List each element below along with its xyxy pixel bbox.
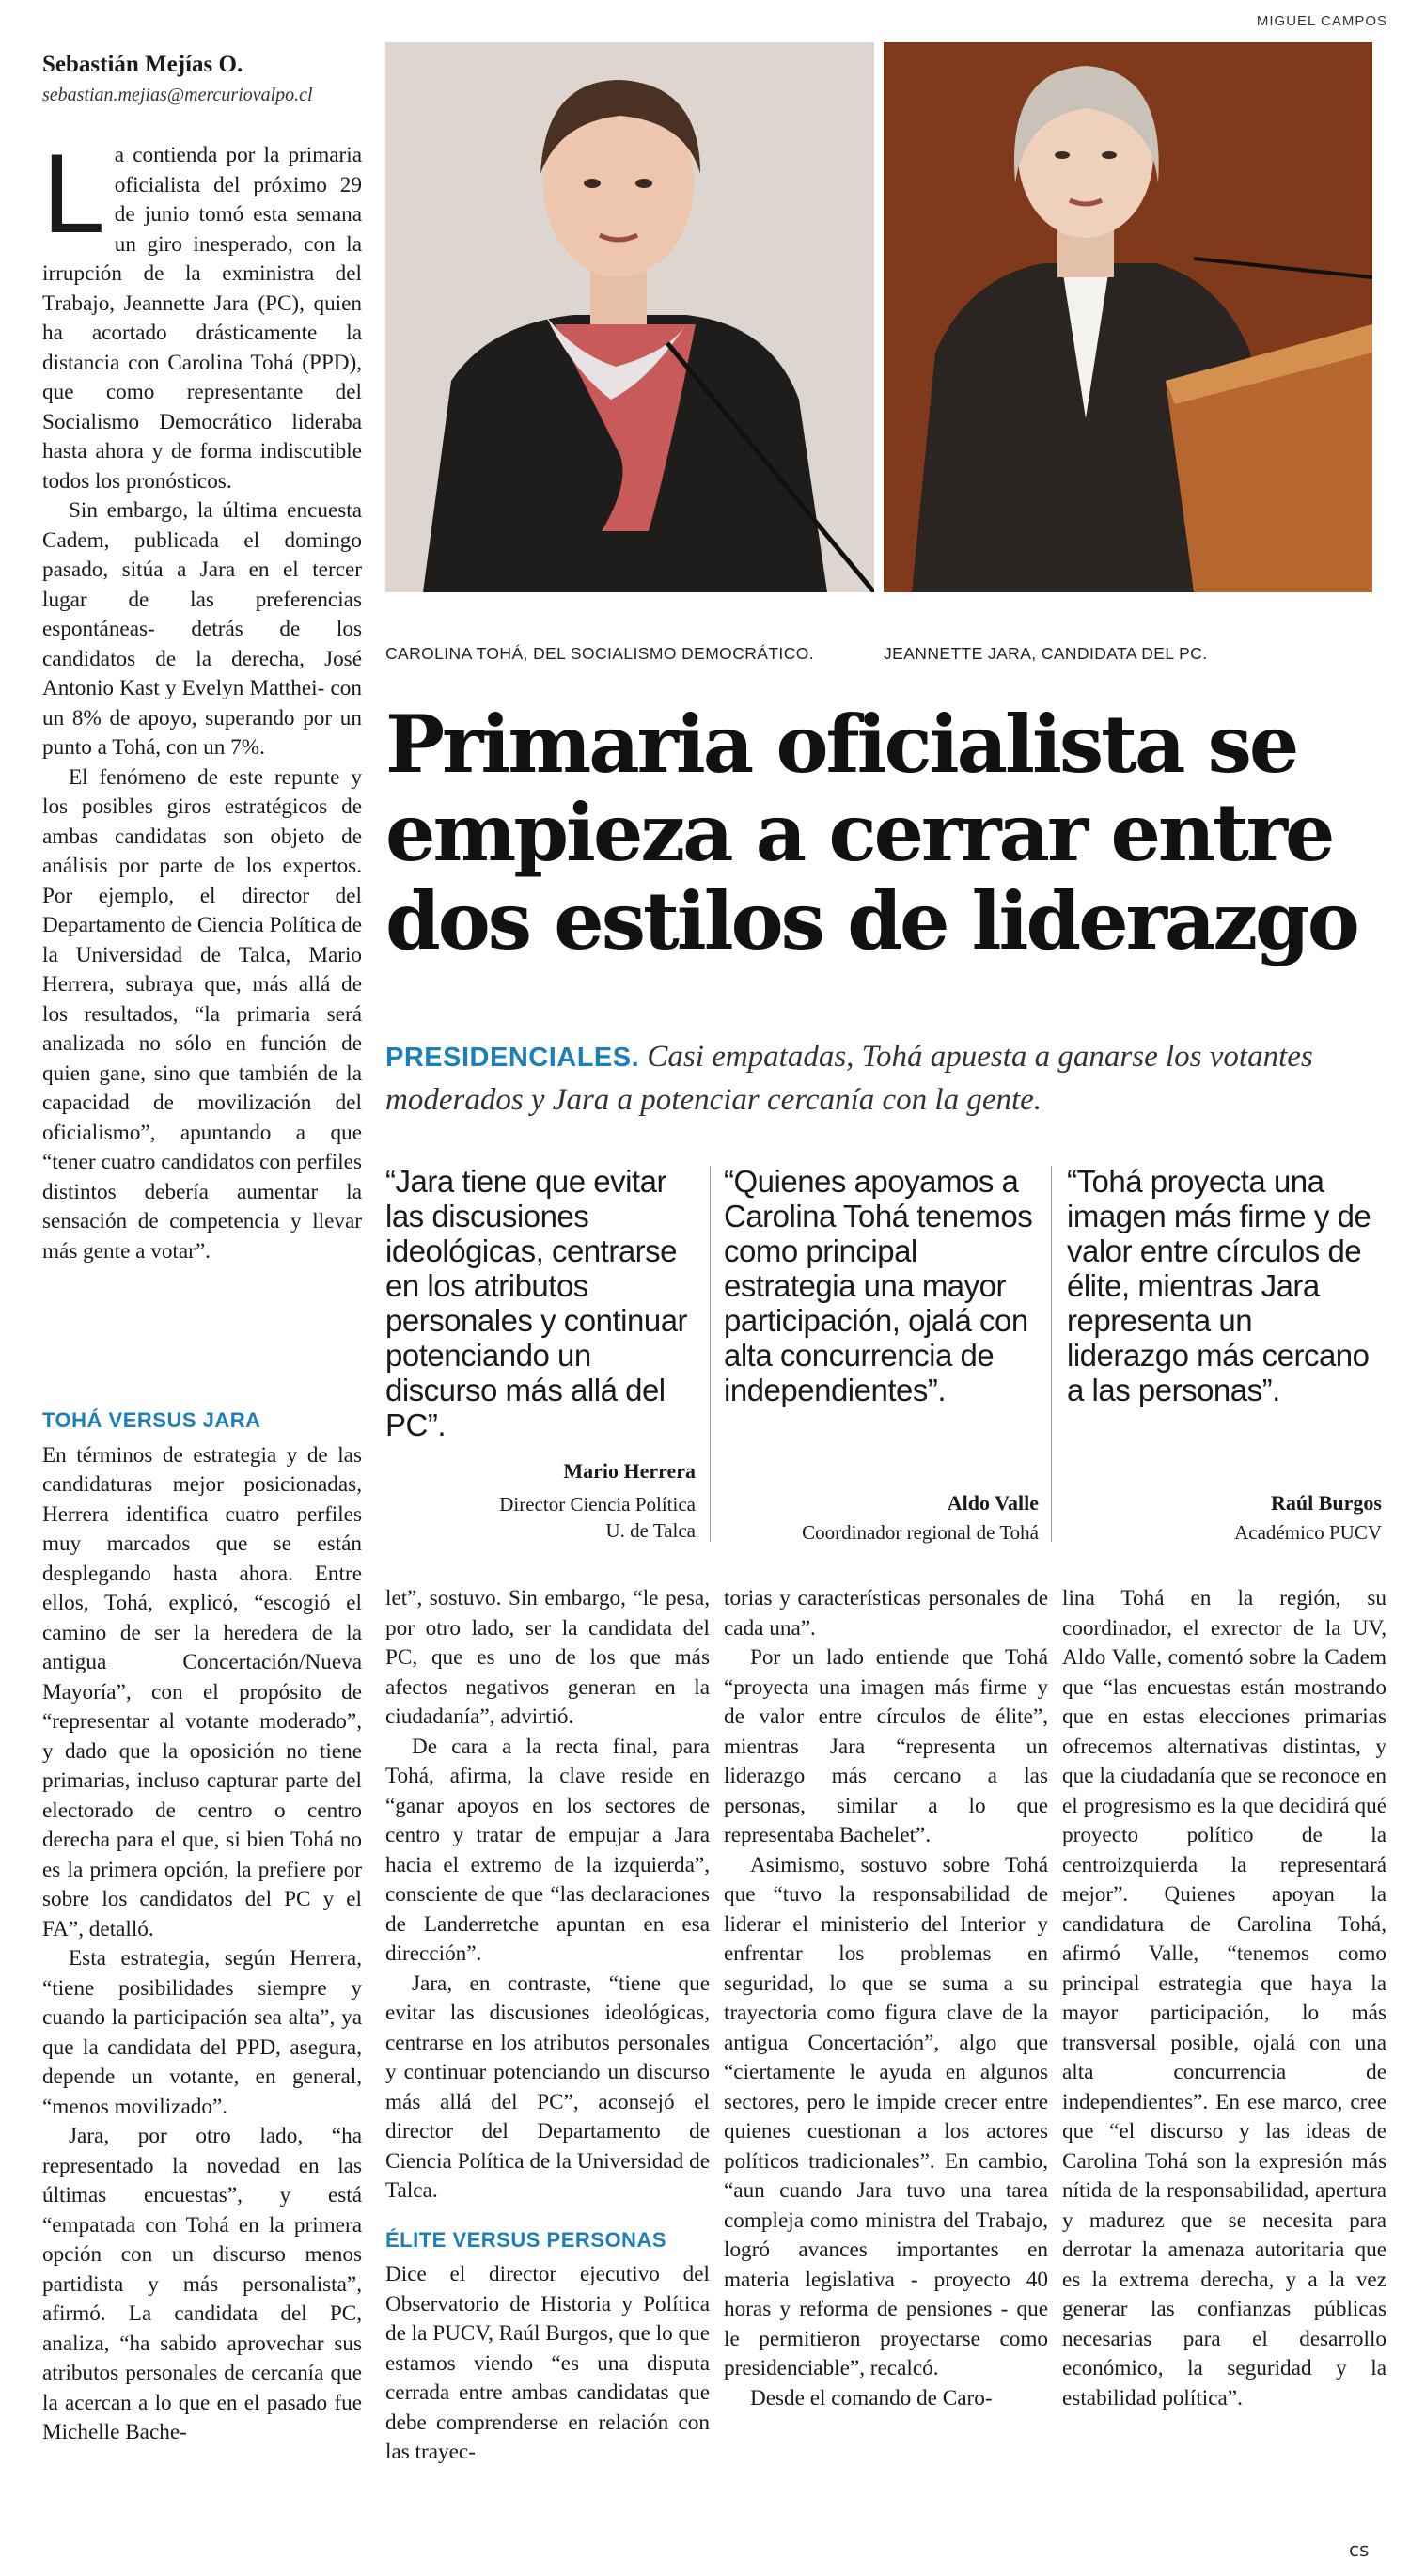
- body-column-1: [42, 131, 362, 1266]
- headline-line: dos estilos de liderazgo: [385, 874, 1357, 967]
- lead-text: Casi empatadas, Tohá apuesta a ganarse los votantes moderados y Jara a potenciar cercanía con la gente.: [385, 1040, 1313, 1117]
- pull-quote-herrera: “Jara tiene que evitar las discusiones ideológicas, centrarse en los atributos personales y continuar potenciando un discurso más allá del PC”.: [385, 1164, 688, 1442]
- quote-author-affiliation: U. de Talca: [605, 1519, 696, 1542]
- lead-summary: [385, 1036, 1382, 1122]
- body-paragraph: En términos de estrategia y de las candidaturas mejor posicionadas, Herrera identifica cuatro perfiles muy marcados que se están desplegando hasta ahora. Entre ellos, Tohá, explicó, “escogió el camino de ser la heredera de la antigua Concertación/Nueva Mayoría”, con el propósito de “representar al votante moderado”, y dado que la oposición no tiene primarias, incluso capturar parte del electorado de centro o centro derecha para el que, si bien Tohá no es la primera opción, la prefiere por sobre los candidatos del PC y el FA”, detalló.: [42, 1442, 362, 1941]
- body-column-5: [1062, 1584, 1386, 2413]
- photo-caption-right: JEANNETTE JARA, CANDIDATA DEL PC.: [884, 644, 1208, 663]
- body-paragraph: let”, sostuvo. Sin embargo, “le pesa, por otro lado, ser la candidata del PC, que es uno de los que más afectos negativos generan en la ciudadanía”, advirtió.: [385, 1586, 710, 1729]
- quote-author-role: Coordinador regional de Tohá: [802, 1521, 1039, 1544]
- body-paragraph: Desde el comando de Caro-: [750, 2385, 993, 2411]
- subhead-elite-versus-personas: ÉLITE VERSUS PERSONAS: [385, 2227, 667, 2252]
- body-paragraph: Jara, por otro lado, “ha representado la novedad en las últimas encuestas”, y está “empatada con Tohá en la primera opción con un discurso menos partidista y más personalista”, afirmó. La candidata del PC, analiza, “ha sabido aprovechar sus atributos personales de cercanía que la acercan a lo que en el pasado fue Michelle Bache-: [42, 2124, 362, 2444]
- author-email[interactable]: sebastian.mejias@mercuriovalpo.cl: [42, 85, 313, 105]
- body-paragraph: Sin embargo, la última encuesta Cadem, publicada el domingo pasado, sitúa a Jara en el tercer lugar de las preferencias espontáneas- detrás de los candidatos de la derecha, José Antonio Kast y Evelyn Matthei- con un 8% de apoyo, superando por un punto a Tohá, con un 7%.: [42, 498, 362, 760]
- body-column-4: [724, 1584, 1048, 2413]
- headline-line: empieza a cerrar entre: [385, 786, 1333, 879]
- headline-line: Primaria oficialista se: [385, 698, 1297, 791]
- body-paragraph: De cara a la recta final, para Tohá, afirma, la clave reside en “ganar apoyos en los sectores de centro y tratar de empujar a Jara hacia el extremo de la izquierda”, consciente de que “las declaraciones de Landerretche apuntan en esa dirección”.: [385, 1734, 710, 1966]
- photo-carolina-toha: [385, 42, 874, 592]
- body-paragraph: torias y características personales de cada una”.: [724, 1586, 1048, 1641]
- column-divider: [710, 1166, 711, 1542]
- body-paragraph: Dice el director ejecutivo del Observatorio de Historia y Política de la PUCV, Raúl Burgos, que lo que estamos viendo “es una disputa cerrada entre ambas candidatas que debe comprenderse en relación con las trayec-: [385, 2262, 711, 2464]
- headline: [385, 700, 1382, 966]
- body-paragraph: El fenómeno de este repunte y los posibles giros estratégicos de ambas candidatas son objeto de análisis por parte de los expertos. Por ejemplo, el director del Departamento de Ciencia Política de la Universidad de Talca, Mario Herrera, subraya que, más allá de los resultados, “la primaria será analizada no sólo en función de quien gane, sino que también de la capacidad de movilización del oficialismo”, apuntando a que “tener cuatro candidatos con perfiles distintos debería aumentar la sensación de competencia y llevar más gente a votar”.: [42, 764, 362, 1264]
- body-paragraph: La contienda por la primaria oficialista del próximo 29 de junio tomó esta semana un giro inesperado, con la irrupción de la exministra del Trabajo, Jeannette Jara (PC), quien ha acortado drásticamente la distancia con Carolina Tohá (PPD), que como representante del Socialismo Democrático lideraba hasta ahora y de forma indiscutible todos los pronósticos.: [42, 131, 362, 494]
- body-paragraph: Esta estrategia, según Herrera, “tiene posibilidades siempre y cuando la participación sea alta”, ya que la candidata del PPD, asegura, depende un votante, en general, “menos movilizado”.: [42, 1946, 362, 2119]
- quote-author-name: Mario Herrera: [563, 1459, 696, 1483]
- pull-quote-burgos: “Tohá proyecta una imagen más firme y de valor entre círculos de élite, mientras Jara representa un liderazgo más cercano a las personas”.: [1067, 1164, 1371, 1407]
- dropcap: L: [42, 131, 105, 257]
- body-column-2: [42, 1406, 362, 2448]
- body-paragraph: lina Tohá en la región, su coordinador, el exrector de la UV, Aldo Valle, comentó sobre la Cadem que “las encuestas están mostrando que en estas elecciones primarias ofrecemos alternativas distintas, y que la ciudadanía que se reconoce en el progresismo es la que decidirá qué proyecto político de la centroizquierda la representará mejor”. Quienes apoyan la candidatura de Carolina Tohá, afirmó Valle, “tenemos como principal estrategia que haya la mayor participación, lo más transversal posible, ojalá con una alta concurrencia de independientes”. En ese marco, cree que “el discurso y las ideas de Carolina Tohá son la expresión más nítida de la responsabilidad, apertura y madurez que se necesita para derrotar la amenaza autoritaria que es la extrema derecha, y a la vez generar las confianzas públicas necesarias para el desarrollo económico, la seguridad y la estabilidad política”.: [1062, 1586, 1386, 2411]
- body-paragraph: Por un lado entiende que Tohá “proyecta una imagen más firme y de valor entre círculos de élite”, mientras Jara “representa un liderazgo más cercano a las personas, similar a lo que representaba Bachelet”.: [724, 1645, 1048, 1847]
- body-column-3: [385, 1584, 710, 2468]
- column-divider: [1051, 1166, 1052, 1542]
- quote-author-name: Raúl Burgos: [1271, 1491, 1382, 1515]
- section-kicker: PRESIDENCIALES.: [385, 1043, 640, 1073]
- pull-quote-valle: “Quienes apoyamos a Carolina Tohá tenemos como principal estrategia una mayor participación, ojalá con alta concurrencia de independientes”.: [724, 1164, 1033, 1407]
- end-mark-icon: cs: [1349, 2538, 1370, 2561]
- author-name: Sebastián Mejías O.: [42, 52, 243, 77]
- quote-author-name: Aldo Valle: [947, 1491, 1039, 1515]
- body-paragraph: Jara, en contraste, “tiene que evitar las discusiones ideológicas, centrarse en los atributos personales y continuar potenciando un discurso más allá del PC”, aconsejó el director del Departamento de Ciencia Política de la Universidad de Talca.: [385, 1971, 710, 2203]
- subhead-toha-versus-jara: TOHÁ VERSUS JARA: [42, 1408, 261, 1432]
- photo-jeannette-jara: [884, 42, 1372, 592]
- body-paragraph: Asimismo, sostuvo sobre Tohá que “tuvo la responsabilidad de liderar el ministerio del Interior y enfrentar los problemas en seguridad, lo que se suma a su trayectoria como figura clave de la antigua Concertación”, algo que “ciertamente le ayuda en algunos sectores, pero le impide crecer entre quienes cuestionan a los actores políticos tradicionales”. En cambio, “aun cuando Jara tuvo una tarea compleja como ministra del Trabajo, logró avances importantes en materia legislativa - proyecto 40 horas y reforma de pensiones - que le permitieron proyectarse como presidenciable”, recalcó.: [724, 1852, 1048, 2380]
- photo-caption-left: CAROLINA TOHÁ, DEL SOCIALISMO DEMOCRÁTICO.: [385, 644, 815, 663]
- photo-credit: MIGUEL CAMPOS: [1256, 13, 1387, 29]
- quote-author-role: Académico PUCV: [1234, 1521, 1382, 1544]
- quote-author-role: Director Ciencia Política: [499, 1493, 696, 1516]
